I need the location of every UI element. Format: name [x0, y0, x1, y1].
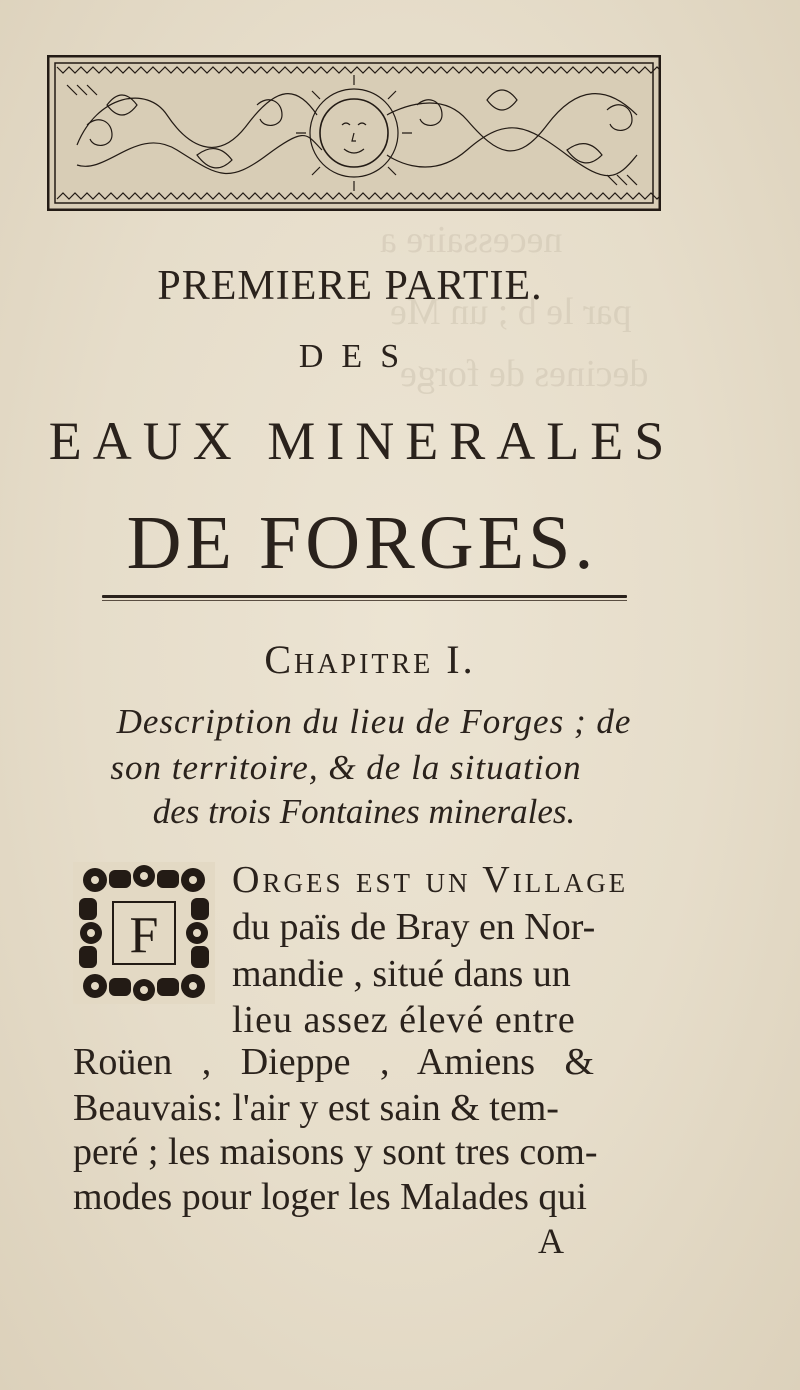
body-text-line-3: mandie , situé dans un	[232, 953, 571, 995]
body-text-line-8: modes pour loger les Malades qui	[73, 1176, 587, 1218]
body-text-line-7: peré ; les maisons y sont tres com-	[73, 1131, 598, 1173]
chapter-description-line: des trois Fontaines minerales.	[152, 792, 576, 831]
divider-rule	[102, 595, 627, 598]
body-text-line-6: Beauvais: l'air y est sain & tem-	[73, 1087, 559, 1129]
show-through-text: necessaire a	[380, 219, 563, 261]
chapter-description-line: son territoire, & de la situation	[110, 748, 582, 787]
title-de-forges: DE FORGES.	[126, 501, 598, 585]
signature-mark: A	[538, 1221, 564, 1261]
body-text-line-4: lieu assez élevé entre	[232, 999, 576, 1041]
woodcut-headpiece-ornament	[47, 55, 661, 211]
body-text-line-1: Orges est un Village	[232, 859, 629, 901]
title-eaux-minerales: EAUX MINERALES	[48, 411, 676, 471]
body-text-line-2: du païs de Bray en Nor-	[232, 906, 596, 948]
body-text-line-5: Roüen , Dieppe , Amiens &	[73, 1041, 595, 1083]
divider-rule-thin	[102, 600, 627, 601]
ornamental-drop-cap	[73, 862, 215, 1004]
part-heading: PREMIERE PARTIE.	[157, 263, 543, 309]
body-text-line	[232, 858, 628, 902]
chapter-heading: Chapitre I.	[264, 637, 476, 682]
title-des: DES	[298, 338, 418, 375]
show-through-text: decines de forge	[400, 353, 649, 395]
drop-cap-letter: F	[129, 907, 159, 964]
show-through-text: par le b ; un Me	[390, 291, 632, 333]
chapter-description-line: Description du lieu de Forges ; de	[116, 702, 632, 741]
